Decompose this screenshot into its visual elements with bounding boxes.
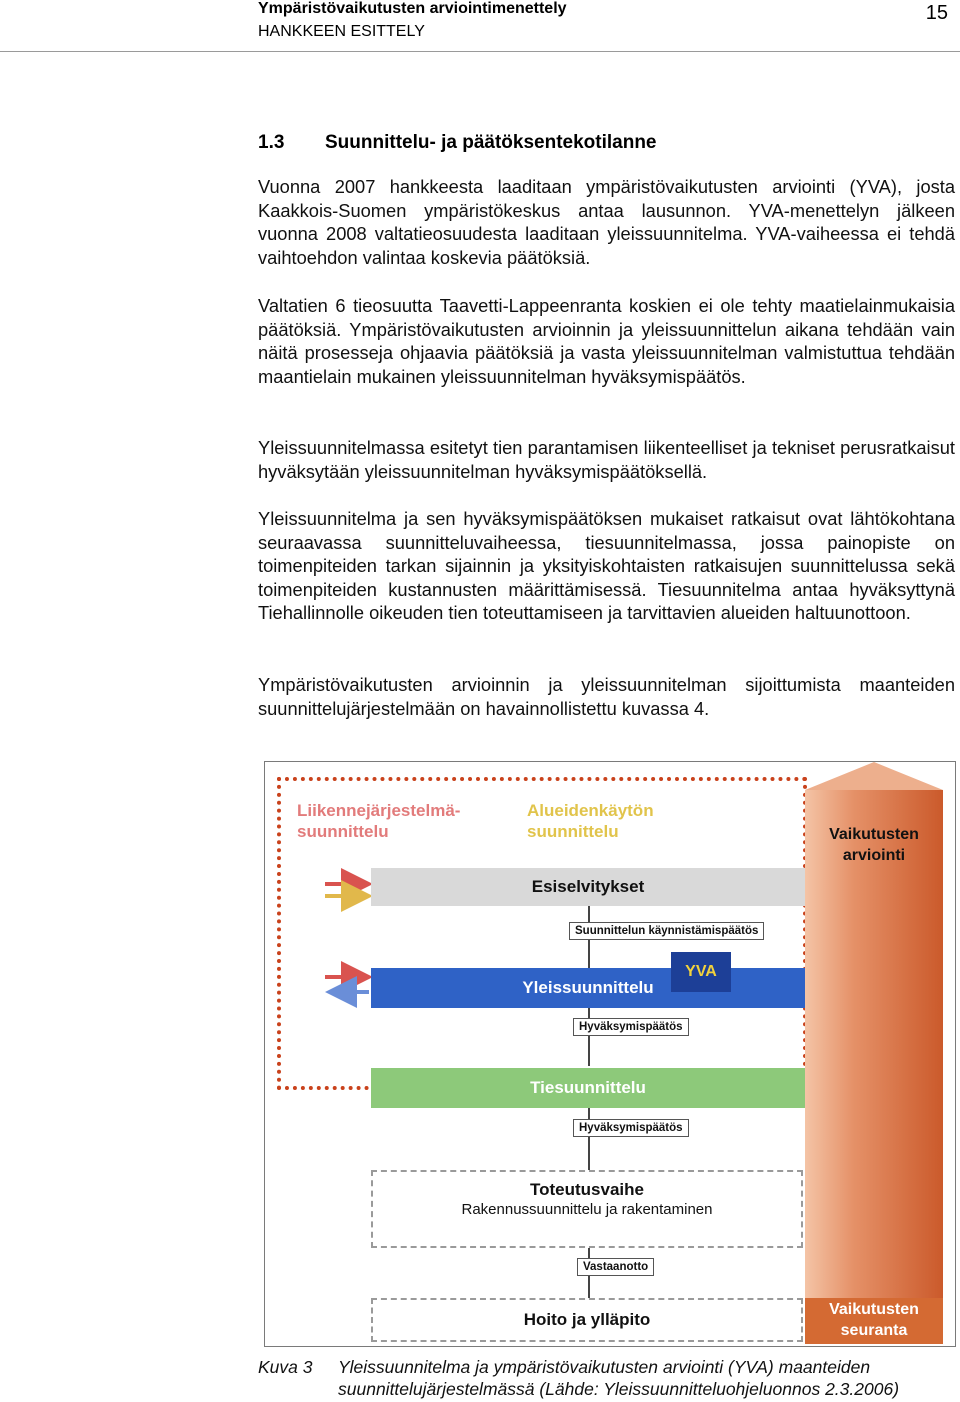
maintenance-title: Hoito ja ylläpito: [523, 1310, 651, 1329]
paragraph: Valtatien 6 tieosuutta Taavetti-Lappeenranta koskien ei ole tehty maatielainmukaisia päätöksiä. Ympäristövaikutusten arvioinnin ja yleissuunnittelun aikana tehdään vain näitä prosesseja ohjaavia päätöksiä ja vasta yleissuunnitelman valmistuttua tehdään maantielain mukainen yleissuunnitelman hyväksymispäätös.: [258, 295, 955, 387]
impact-monitoring-box: [805, 1298, 943, 1344]
transport-planning-line-2: suunnittelu: [297, 822, 389, 841]
implementation-title: Toteutusvaihe: [530, 1180, 644, 1199]
header-title: Ympäristövaikutusten arviointimenettely: [258, 0, 567, 17]
section-heading: [258, 132, 657, 154]
assessment-arrow-head: [805, 762, 943, 790]
land-use-planning-label: [527, 800, 654, 842]
transport-planning-line-1: Liikennejärjestelmä-: [297, 801, 461, 820]
approval-decision-1: Hyväksymispäätös: [573, 1018, 689, 1036]
paragraph: Vuonna 2007 hankkeesta laaditaan ympäristövaikutusten arviointi (YVA), josta Kaakkois-Suomen ympäristökeskus antaa lausunnon. YVA-menettelyn jälkeen vuonna 2008 valtatieosuudesta laaditaan yleissuunnitelma. YVA-vaiheessa ei tehdä vaihtoehdon valintaa koskevia päätöksiä.: [258, 176, 955, 268]
yva-box: YVA: [671, 952, 731, 992]
section-number: 1.3: [258, 132, 285, 153]
impact-assessment-label: [805, 824, 943, 866]
road-planning-bar: Tiesuunnittelu: [371, 1068, 805, 1108]
header-subtitle: HANKKEEN ESITTELY: [258, 23, 425, 40]
page-number: 15: [925, 2, 948, 24]
impact-assessment-line-2: arviointi: [842, 847, 906, 864]
preliminary-studies-bar: Esiselvitykset: [371, 868, 805, 906]
section-title: Suunnittelu- ja päätöksentekotilanne: [325, 132, 657, 153]
assessment-column: [805, 790, 943, 1298]
paragraph: Yleissuunnitelma ja sen hyväksymispäätöksen mukaiset ratkaisut ovat lähtökohtana seuraavassa suunnitteluvaiheessa, tiesuunnitelmassa, jossa painopiste on toimenpiteiden tarkan sijainnin ja yksityiskohtaisten ratkaisujen suunnittelussa sekä toimenpiteiden kustannusten määrittämisessä. Tiesuunnitelma antaa hyväksyttynä Tiehallinnolle oikeuden tien toteuttamiseen ja tarvittavien alueiden haltuunottoon.: [258, 508, 955, 623]
implementation-subtitle: Rakennussuunnittelu ja rakentaminen: [461, 1201, 713, 1218]
impact-assessment-line-1: Vaikutusten: [829, 826, 919, 843]
caption-text: Yleissuunnitelma ja ympäristövaikutusten arviointi (YVA) maanteiden suunnittelujärjestelmässä (Lähde: Yleissuunnitteluohjeluonnos 2.3.2006): [338, 1357, 900, 1399]
land-use-line-1: Alueidenkäytön: [527, 801, 654, 820]
paragraph: Yleissuunnitelmassa esitetyt tien parantamisen liikenteelliset ja tekniset perusratkaisut hyväksytään yleissuunnitelman hyväksymispäätöksellä.: [258, 437, 955, 482]
planning-start-decision: Suunnittelun käynnistämispäätös: [569, 922, 764, 940]
flow-line: [588, 1108, 590, 1170]
maintenance-box: [371, 1298, 803, 1342]
header-divider: [0, 51, 960, 52]
planning-system-figure: [264, 761, 956, 1347]
paragraph: Ympäristövaikutusten arvioinnin ja yleissuunnitelman sijoittumista maanteiden suunnittelujärjestelmään on havainnollistettu kuvassa 4.: [258, 674, 955, 719]
general-planning-bar: Yleissuunnittelu: [371, 968, 805, 1008]
handover-decision: Vastaanotto: [577, 1258, 654, 1276]
implementation-phase-box: [371, 1170, 803, 1248]
impact-monitoring-line-1: Vaikutusten: [829, 1301, 919, 1318]
transport-planning-label: [297, 800, 460, 842]
land-use-line-2: suunnittelu: [527, 822, 619, 841]
impact-monitoring-line-2: seuranta: [840, 1322, 908, 1339]
approval-decision-2: Hyväksymispäätös: [573, 1119, 689, 1137]
caption-label: Kuva 3: [258, 1357, 313, 1377]
